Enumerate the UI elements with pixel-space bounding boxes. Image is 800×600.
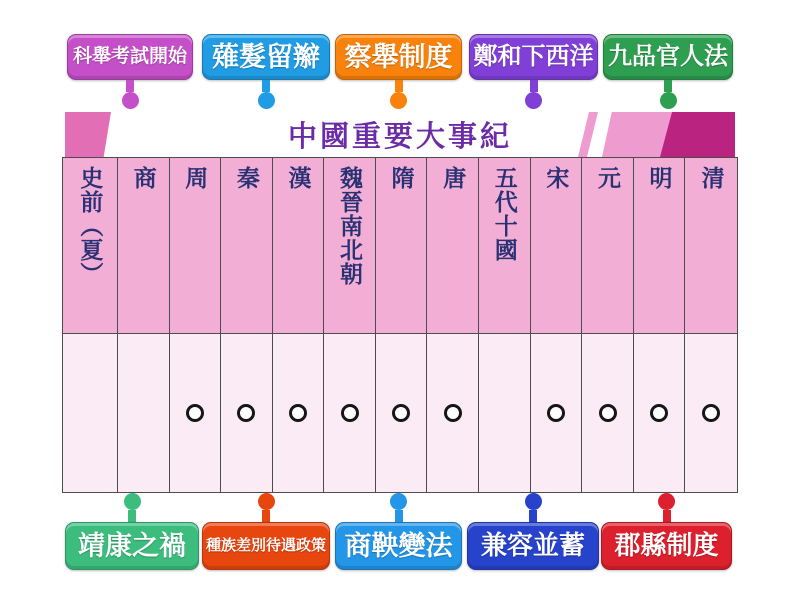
answer-label[interactable]: 種族差別待遇政策 — [202, 522, 330, 570]
answer-pin-zhenghe[interactable] — [469, 34, 598, 109]
answer-pin-jiupin[interactable] — [603, 34, 733, 109]
answer-pin-zhongzu[interactable] — [202, 493, 330, 570]
drop-target-circle[interactable] — [392, 404, 410, 422]
answer-slot-row — [63, 333, 737, 492]
dynasty-header: 明 — [634, 158, 686, 333]
pin-stem — [395, 80, 403, 92]
drop-target-circle[interactable] — [547, 404, 565, 422]
answer-label[interactable]: 靖康之禍 — [65, 522, 199, 570]
drop-target-circle[interactable] — [341, 404, 359, 422]
pin-dot-icon — [390, 92, 407, 109]
answer-label[interactable]: 商鞅變法 — [335, 522, 462, 570]
dynasty-header: 秦 — [221, 158, 273, 333]
timeline-cell — [324, 334, 376, 492]
drop-target-circle[interactable] — [444, 404, 462, 422]
timeline-cell — [221, 334, 273, 492]
dynasty-header: 隋 — [376, 158, 428, 333]
diagram-banner — [62, 112, 738, 157]
answer-pin-jingkang[interactable] — [65, 493, 199, 570]
pin-dot-icon — [122, 92, 139, 109]
answer-label[interactable]: 兼容並蓄 — [467, 522, 599, 570]
drop-target-circle[interactable] — [599, 404, 617, 422]
answer-label[interactable]: 察舉制度 — [335, 34, 462, 80]
drop-target-circle[interactable] — [289, 404, 307, 422]
drop-target-circle[interactable] — [237, 404, 255, 422]
dynasty-header: 元 — [582, 158, 634, 333]
timeline-cell — [63, 334, 118, 492]
answer-label[interactable]: 九品官人法 — [603, 34, 733, 80]
answer-label[interactable]: 郡縣制度 — [601, 522, 732, 570]
answer-pin-chaju[interactable] — [335, 34, 462, 109]
answer-label[interactable]: 鄭和下西洋 — [469, 34, 598, 80]
dynasty-header: 漢 — [273, 158, 325, 333]
timeline-cell — [170, 334, 222, 492]
pin-dot-icon — [124, 493, 141, 510]
timeline-cell — [634, 334, 686, 492]
timeline-table — [62, 157, 738, 493]
pin-stem — [395, 510, 403, 522]
dynasty-header: 五代十國 — [479, 158, 531, 333]
timeline-cell — [376, 334, 428, 492]
answer-label[interactable]: 科舉考試開始 — [67, 34, 193, 80]
pin-stem — [664, 80, 672, 92]
answer-label[interactable]: 薙髮留辮 — [202, 34, 330, 80]
pin-dot-icon — [525, 92, 542, 109]
timeline-cell — [531, 334, 583, 492]
pin-stem — [262, 510, 270, 522]
answer-pin-tifa[interactable] — [202, 34, 330, 109]
pin-dot-icon — [525, 493, 542, 510]
pin-stem — [126, 80, 134, 92]
answer-pin-junxian[interactable] — [601, 493, 732, 570]
answer-pin-jianrong[interactable] — [467, 493, 599, 570]
dynasty-header: 唐 — [427, 158, 479, 333]
dynasty-header: 商 — [118, 158, 170, 333]
pin-stem — [128, 510, 136, 522]
drop-target-circle[interactable] — [186, 404, 204, 422]
timeline-cell — [118, 334, 170, 492]
timeline-cell — [685, 334, 737, 492]
pin-stem — [262, 80, 270, 92]
pin-dot-icon — [258, 92, 275, 109]
pin-dot-icon — [660, 92, 677, 109]
answer-pin-shangyang[interactable] — [335, 493, 462, 570]
drop-target-circle[interactable] — [650, 404, 668, 422]
dynasty-header: 清 — [698, 166, 725, 190]
pin-dot-icon — [258, 493, 275, 510]
pin-stem — [663, 510, 671, 522]
dynasty-header: 史前（夏） — [63, 158, 118, 333]
drop-target-circle[interactable] — [702, 404, 720, 422]
pin-dot-icon — [658, 493, 675, 510]
timeline-cell — [273, 334, 325, 492]
timeline-cell — [582, 334, 634, 492]
answer-pin-keju[interactable] — [67, 34, 193, 109]
diagram-title: 中國重要大事紀 — [287, 121, 512, 153]
dynasty-header: 魏晉南北朝 — [324, 158, 376, 333]
pin-dot-icon — [390, 493, 407, 510]
dynasty-header-row — [63, 158, 737, 333]
dynasty-header: 宋 — [531, 158, 583, 333]
dynasty-header: 周 — [170, 158, 222, 333]
pin-stem — [530, 80, 538, 92]
timeline-cell — [479, 334, 531, 492]
pin-stem — [529, 510, 537, 522]
timeline-cell — [427, 334, 479, 492]
